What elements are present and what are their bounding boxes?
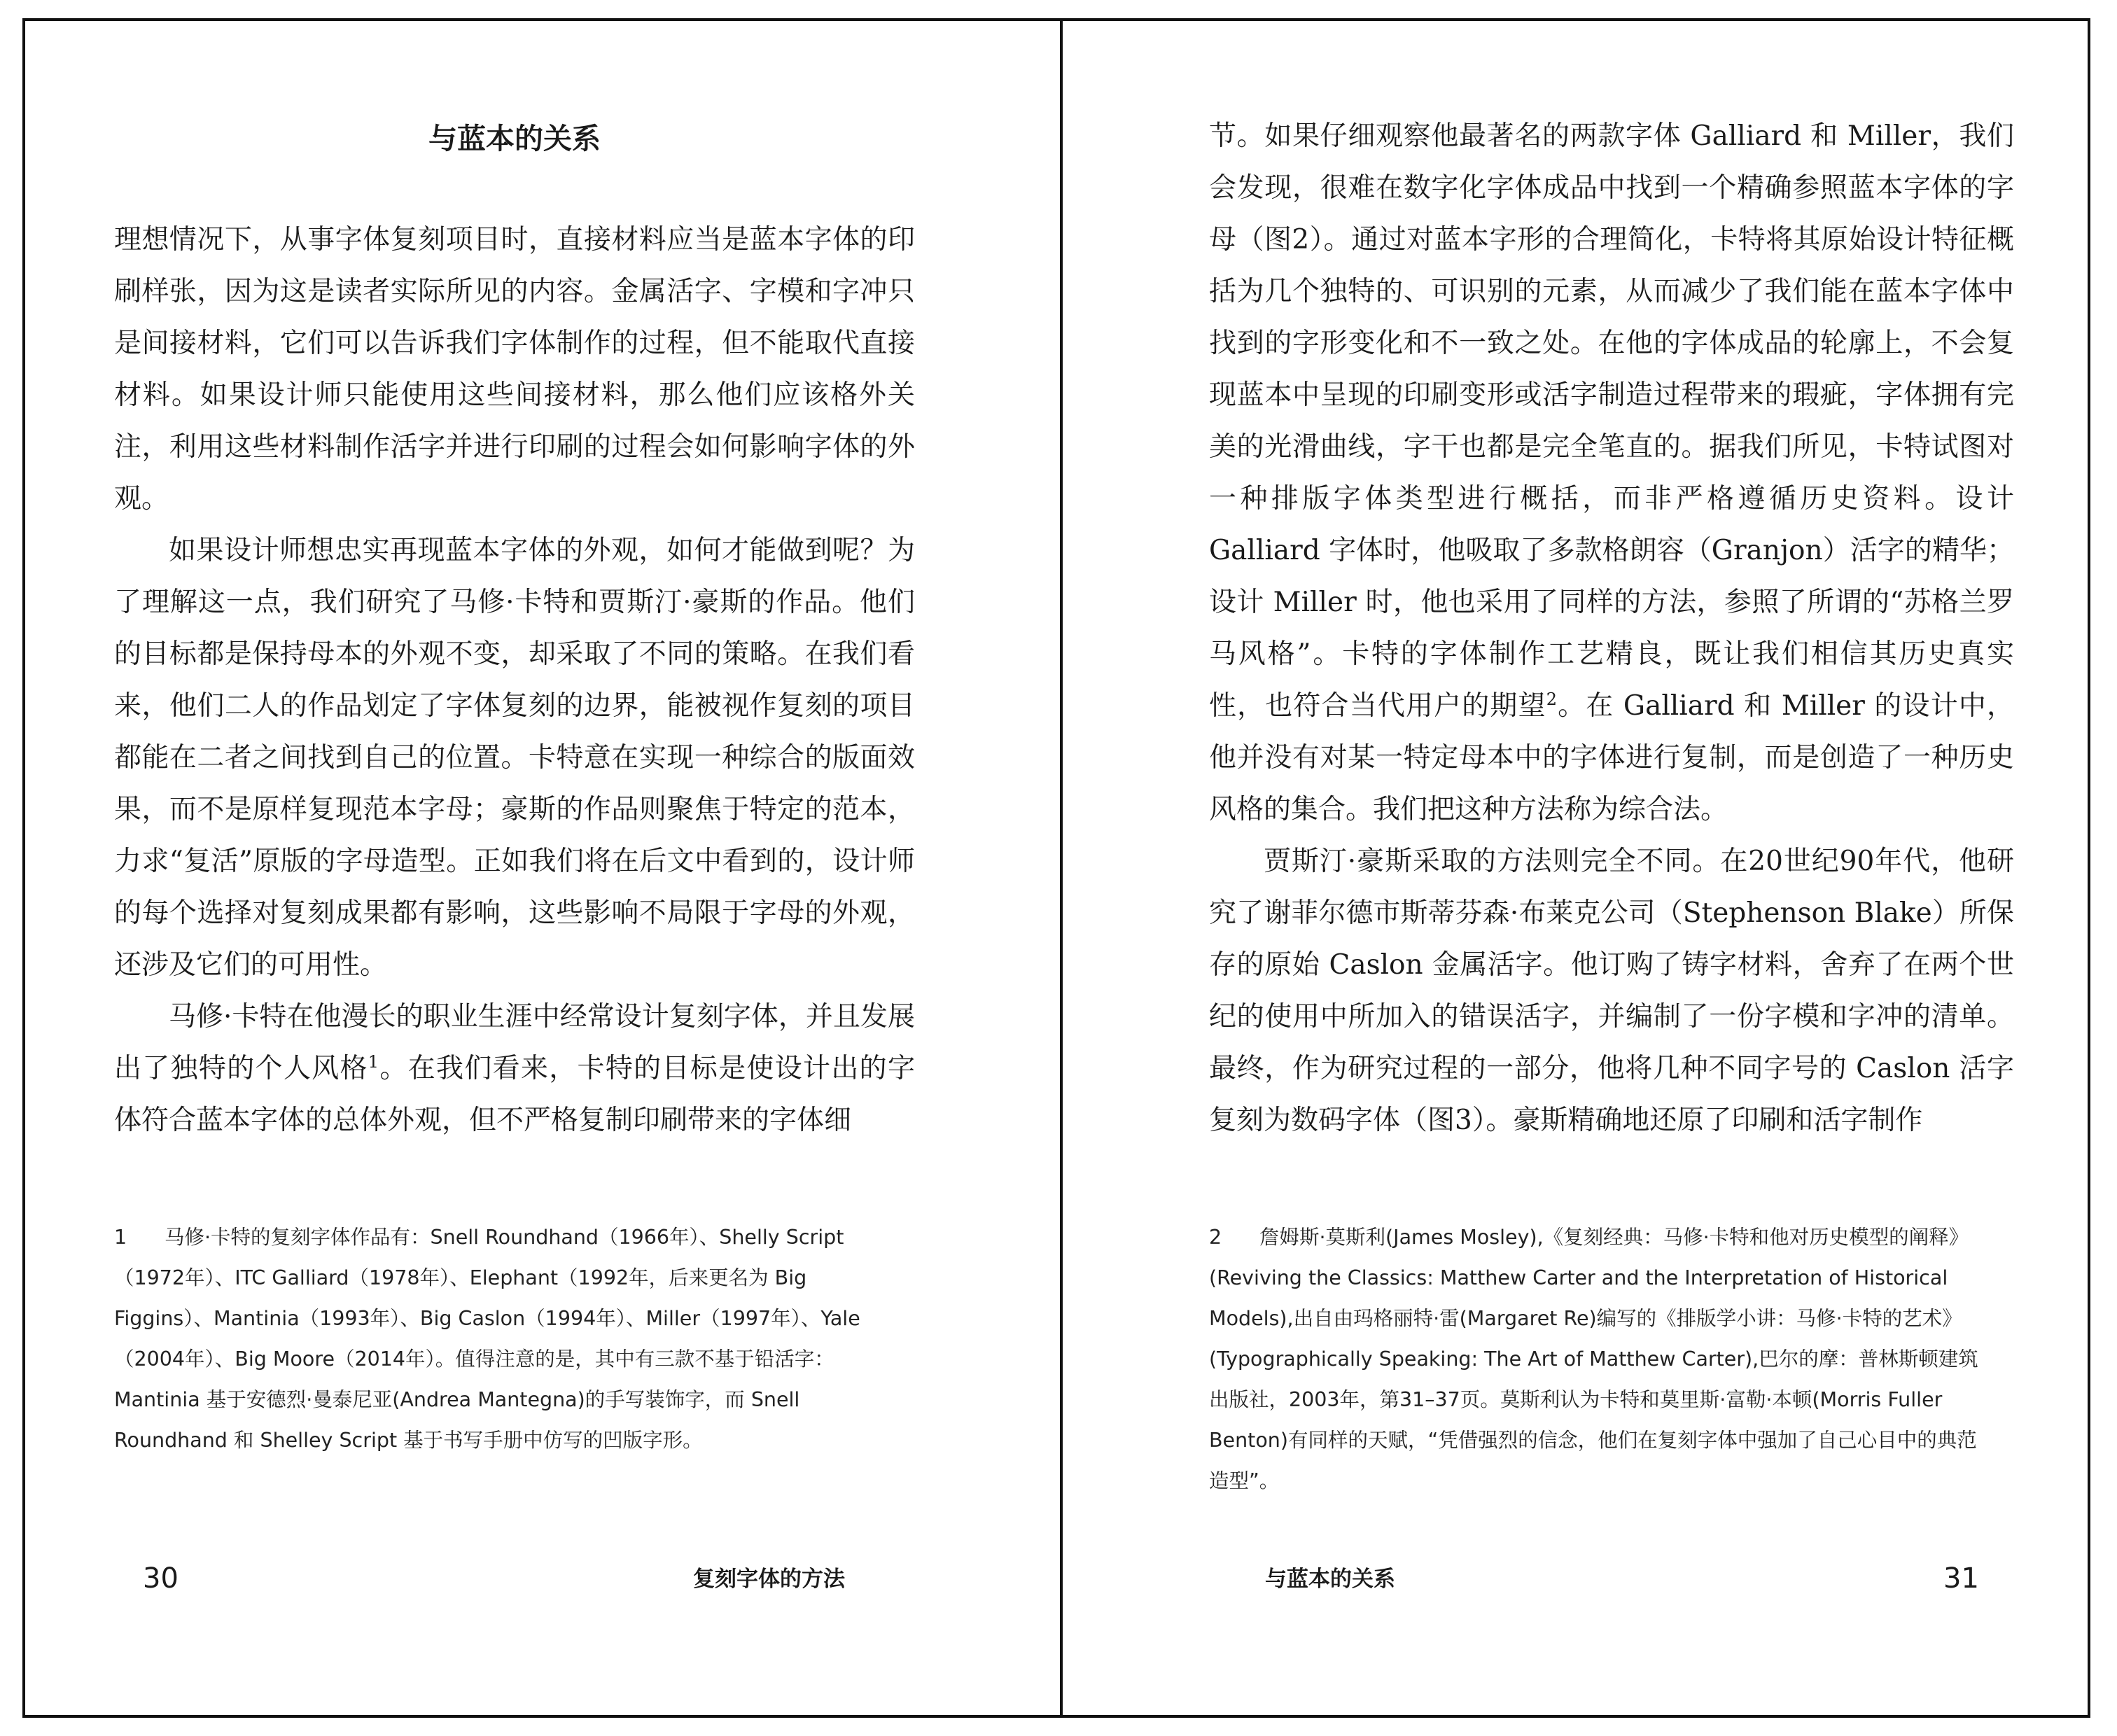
body-paragraph: 如果设计师想忠实再现蓝本字体的外观，如何才能做到呢？为了理解这一点，我们研究了马修·卡特和贾斯汀·豪斯的作品。他们的目标都是保持母本的外观不变，却采取了不同的策略。在我们看来，他们二人的作品划定了字体复刻的边界，能被视作复刻的项目都能在二者之间找到自己的位置。卡特意在实现一种综合的版面效果，而不是原样复现范本字母；豪斯的作品则聚焦于特定的范本，力求“复活”原版的字母造型。正如我们将在后文中看到的，设计师的每个选择对复刻成果都有影响，这些影响不局限于字母的外观，还涉及它们的可用性。	[114, 535, 915, 981]
right-footnotes	[1209, 1217, 1979, 1502]
footnote	[114, 1217, 862, 1461]
footnote-number: 1	[114, 1226, 127, 1249]
running-head: 复刻字体的方法	[693, 1567, 845, 1592]
chapter-title: 与蓝本的关系	[428, 122, 601, 155]
footnote	[1209, 1217, 1979, 1502]
body-paragraph: 理想情况下，从事字体复刻项目时，直接材料应当是蓝本字体的印刷样张，因为这是读者实际所见的内容。金属活字、字模和字冲只是间接材料，它们可以告诉我们字体制作的过程，但不能取代直接材料。如果设计师只能使用这些间接材料，那么他们应该格外关注，利用这些材料制作活字并进行印刷的过程会如何影响字体的外观。	[114, 224, 915, 514]
paragraph-text: 。在我们看来，卡特的目标是使设计出的字体符合蓝本字体的总体外观，但不严格复制印刷带来的字体细	[114, 1053, 915, 1136]
left-body-text	[114, 214, 915, 1147]
footnote-text: 詹姆斯·莫斯利(James Mosley),《复刻经典：马修·卡特和他对历史模型的阐释》(Reviving the Classics: Matthew Carter and the Interpretation of Historical Models),出自由玛格丽特·雷(Margaret Re)编写的《排版学小讲：马修·卡特的艺术》(Typographically Speaking: The Art of Matthew Carter),巴尔的摩：普林斯顿建筑出版社，2003年，第31–37页。莫斯利认为卡特和莫里斯·富勒·本顿(Morris Fuller Benton)有同样的天赋，“凭借强烈的信念，他们在复刻字体中强加了自己心目中的典范造型”。	[1209, 1226, 1978, 1492]
footnote-number: 2	[1209, 1226, 1222, 1249]
footnote-reference[interactable]: 2	[1546, 690, 1557, 709]
right-page	[1063, 0, 2117, 1736]
body-paragraph	[1209, 111, 2014, 836]
paragraph-text: 节。如果仔细观察他最著名的两款字体 Galliard 和 Miller，我们会发现，很难在数字化字体成品中找到一个精确参照蓝本字体的字母（图2）。通过对蓝本字形的合理简化，卡特将其原始设计特征概括为几个独特的、可识别的元素，从而减少了我们能在蓝本字体中找到的字形变化和不一致之处。在他的字体成品的轮廓上，不会复现蓝本中呈现的印刷变形或活字制造过程带来的瑕疵，字体拥有完美的光滑曲线，字干也都是完全笔直的。据我们所见，卡特试图对一种排版字体类型进行概括，而非严格遵循历史资料。设计 Galliard 字体时，他吸取了多款格朗容（Granjon）活字的精华；设计 Miller 时，他也采用了同样的方法，参照了所谓的“苏格兰罗马风格”。卡特的字体制作工艺精良，既让我们相信其历史真实性，也符合当代用户的期望	[1209, 120, 2014, 722]
footnote-text: 马修·卡特的复刻字体作品有：Snell Roundhand（1966年）、Shelly Script（1972年）、ITC Galliard（1978年）、Elephant（1992年，后来更名为 Big Figgins）、Mantinia（1993年）、Big Caslon（1994年）、Miller（1997年）、Yale（2004年）、Big Moore（2014年）。值得注意的是，其中有三款不基于铅活字：Mantinia 基于安德烈·曼泰尼亚(Andrea Mantegna)的手写装饰字，而 Snell Roundhand 和 Shelley Script 基于书写手册中仿写的凹版字形。	[114, 1226, 860, 1452]
page-number: 31	[1943, 1562, 1979, 1595]
body-paragraph	[114, 991, 915, 1147]
paragraph-text: 。在 Galliard 和 Miller 的设计中，他并没有对某一特定母本中的字体进行复制，而是创造了一种历史风格的集合。我们把这种方法称为综合法。	[1209, 690, 2014, 825]
page-number: 30	[143, 1562, 179, 1595]
left-footnotes	[114, 1217, 862, 1461]
running-head: 与蓝本的关系	[1265, 1567, 1395, 1592]
footnote-reference[interactable]: 1	[368, 1052, 379, 1072]
right-body-text	[1209, 111, 2014, 1147]
body-paragraph: 贾斯汀·豪斯采取的方法则完全不同。在20世纪90年代，他研究了谢菲尔德市斯蒂芬森·布莱克公司（Stephenson Blake）所保存的原始 Caslon 金属活字。他订购了铸字材料，舍弃了在两个世纪的使用中所加入的错误活字，并编制了一份字模和字冲的清单。最终，作为研究过程的一部分，他将几种不同字号的 Caslon 活字复刻为数码字体（图3）。豪斯精确地还原了印刷和活字制作	[1209, 846, 2014, 1136]
paragraph-text: 马修·卡特在他漫长的职业生涯中经常设计复刻字体，并且发展出了独特的个人风格	[114, 1001, 915, 1084]
